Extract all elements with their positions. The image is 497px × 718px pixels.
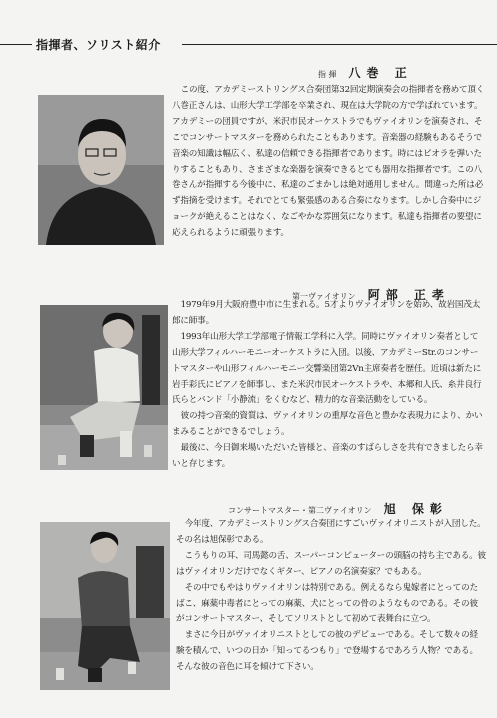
page-header xyxy=(0,34,497,54)
violin1-paragraph-2: 1993年山形大学工学部電子情報工学科に入学。同時にヴァイオリン奏者として山形大学フィルハーモニーオーケストラに入団。以後、アカデミーStr.のコンサートマスターや山形フィルハーモニー交響楽団第2Vn主席奏者を歴任。近頃は新たに岩手彩氏にピアノを師事し、また米沢市民オーケストラや、本郷和人氏、糸井良行氏らとバンド「小静流」をくむなど、精力的な音楽活動をしている。 xyxy=(172,331,482,406)
violin2-bio xyxy=(176,517,486,676)
conductor-photo xyxy=(38,95,164,245)
violin2-paragraph-3: その中でもやはりヴァイオリンは特別である。例えるなら鬼嫁者にとってのたばこ、麻薬中毒者にとっての麻薬、犬にとっての骨のようなものである。その彼がコンサートマスター、そしてソリストとして初めて表舞台に立つ。 xyxy=(176,582,478,625)
violin2-photo xyxy=(40,522,170,690)
violin2-role: コンサートマスター・第二ヴァイオリン xyxy=(228,506,372,515)
violin1-paragraph-1: 1979年9月大阪府豊中市に生まれる。5才よりヴァイオリンを始め、故岩国茂太郎に師事。 xyxy=(172,300,481,326)
violin2-paragraph-4: まさに今日がヴァイオリニストとしての彼のデビューである。そして数々の経験を積んで、いつの日か「知ってるつもり」で登場するであろう人物？である。そんな彼の音色に耳を傾けて下さい。 xyxy=(176,630,478,673)
page-title: 指揮者、ソリスト紹介 xyxy=(36,38,161,52)
conductor-heading xyxy=(318,64,413,81)
conductor-role: 指 揮 xyxy=(318,70,337,79)
violin1-photo xyxy=(40,305,168,470)
violin2-paragraph-2: こうもりの耳、司馬懿の舌、スーパーコンピューターの頭脳の持ち主である。彼はヴァイオリンだけでなくギター、ピアノの名演奏家？でもある。 xyxy=(176,550,486,577)
violin1-paragraph-4: 最後に、今日御来場いただいた皆様と、音楽のすばらしさを共有できましたら幸いと存じます。 xyxy=(172,443,483,470)
conductor-paragraph: この度、アカデミーストリングス合奏団第32回定期演奏会の指揮者を務めて頂く八巻正さんは、山形大学工学部を卒業され、現在は大学院の方で学ばれています。アカデミーの団員ですが、米沢市民オーケストラでもヴァイオリンを演奏され、そこでコンサートマスターを務められたこともあります。音楽器の経験もあるそうで音楽の知識は幅広く、私達の信頼できる指揮者であります。時にはビオラを弾いたりすることもあり、さまざまな楽器を演奏できるとても器用な指揮者です。この八巻さんが指揮する今後中に、私達のごまかしは絶対通用しません。間違った所は必ず指摘を受けます。それでとても緊張感のある合奏になります。しかし合奏中にジョークが絶えることはなく、なごやかな雰囲気になります。私達も指揮者の要望に応えられるように頑張ります。 xyxy=(172,85,485,239)
violin2-name: 旭 保彰 xyxy=(383,502,448,516)
violin2-heading xyxy=(228,500,448,517)
violin1-bio xyxy=(172,298,486,473)
violin1-paragraph-3: 彼の持つ音楽的資質は、ヴァイオリンの重厚な音色と豊かな表現力により、かいまみることができるでしょう。 xyxy=(172,411,483,438)
conductor-bio xyxy=(172,83,486,242)
header-rule-right xyxy=(182,44,497,45)
header-rule-left xyxy=(0,44,32,45)
violin1-name: 阿部 正孝 xyxy=(367,288,450,302)
violin2-paragraph-1: 今年度、アカデミーストリングス合奏団にすごいヴァイオリニストが入団した。その名は旭保彰である。 xyxy=(176,519,486,545)
violin1-role: 第一ヴァイオリン xyxy=(292,292,356,301)
conductor-name: 八巻 正 xyxy=(348,66,413,80)
